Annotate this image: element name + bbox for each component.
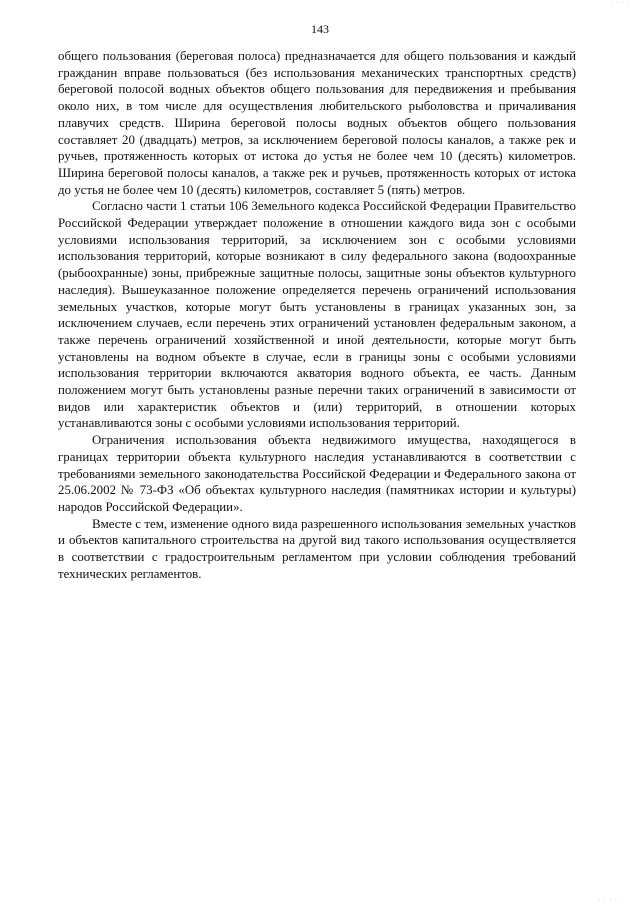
document-body: [58, 48, 576, 583]
paragraph-2: Согласно части 1 статьи 106 Земельного кодекса Российской Федерации Правительство Российской Федерации утверждает положение в отношении каждого вида зон с особыми условиями использования территорий, за исключением зон с особыми условиями использования территорий, которые возникают в силу федерального закона (водоохранные (рыбоохранные) зоны, прибрежные защитные полосы, защитные зоны объектов культурного наследия). Вышеуказанное положение определяется перечень ограничений использования земельных участков, которые могут быть установлены в границах указанных зон, за исключением случаев, если перечень этих ограничений установлен федеральным законом, а также перечень ограничений хозяйственной и иной деятельности, которые могут быть установлены на водном объекте в случае, если в границы зоны с особыми условиями использования территории включаются акватория водного объекта, ее часть. Данным положением могут быть установлены разные перечни таких ограничений в зависимости от видов или характеристик объектов и (или) территорий, в отношении которых устанавливаются зоны с особыми условиями использования территорий.: [58, 199, 576, 431]
paragraph-1: общего пользования (береговая полоса) предназначается для общего пользования и каждый гражданин вправе пользоваться (без использования механических транспортных средств) береговой полосой водных объектов общего пользования для передвижения и пребывания около них, в том числе для осуществления любительского рыболовства и причаливания плавучих средств. Ширина береговой полосы водных объектов общего пользования составляет 20 (двадцать) метров, за исключением береговой полосы каналов, а также рек и ручьев, протяженность которых от истока до устья не более чем 10 (десять) километров. Ширина береговой полосы каналов, а также рек и ручьев, протяженность которых от истока до устья не более чем 10 (десять) километров, составляет 5 (пять) метров.: [58, 49, 576, 197]
paragraph-3: Ограничения использования объекта недвижимого имущества, находящегося в границах территории объекта культурного наследия устанавливаются в соответствии с требованиями земельного законодательства Российской Федерации и Федерального закона от 25.06.2002 № 73-ФЗ «Об объектах культурного наследия (памятниках истории и культуры) народов Российской Федерации».: [58, 433, 576, 514]
scan-artifact-bottom: · · · ·: [598, 897, 618, 903]
page-number: 143: [311, 22, 329, 36]
scan-artifact-top: · · · ·: [610, 0, 630, 6]
paragraph-4: Вместе с тем, изменение одного вида разрешенного использования земельных участков и объектов капитального строительства на другой вид такого использования осуществляется в соответствии с градостроительным регламентом при условии соблюдения требований технических регламентов.: [58, 516, 576, 581]
